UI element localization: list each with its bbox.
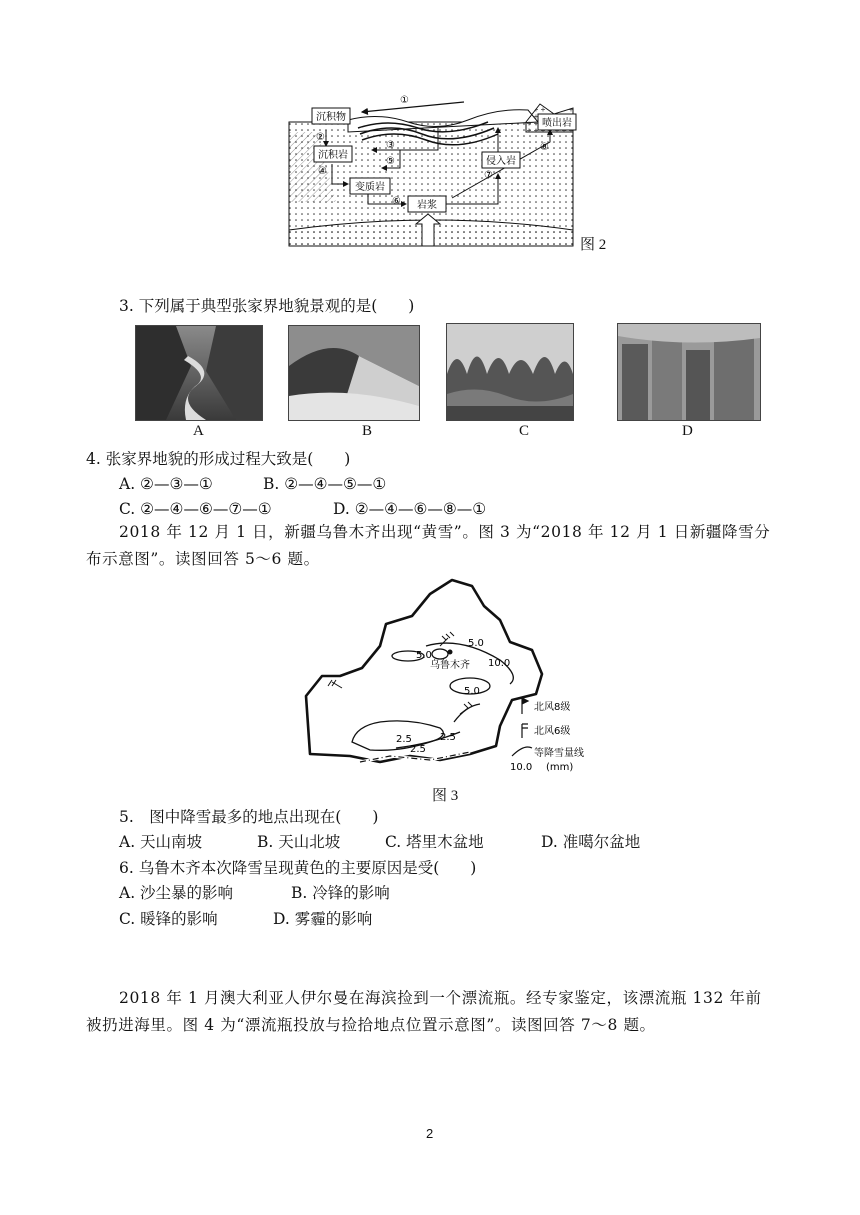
arrow-2: ② bbox=[316, 132, 325, 143]
q6-option-d: D. 雾霾的影响 bbox=[273, 910, 373, 928]
contour-label-5: 2.5 bbox=[396, 734, 412, 745]
map-legend bbox=[510, 698, 584, 772]
intro-5-6-line2: 布示意图”。读图回答 5～6 题。 bbox=[86, 550, 320, 568]
figure-2-caption: 图 2 bbox=[580, 237, 607, 253]
legend-unit: (mm) bbox=[546, 762, 574, 772]
contour-label-6: 2.5 bbox=[440, 732, 456, 743]
photo-c-karst bbox=[446, 323, 574, 421]
intro-5-6 bbox=[86, 519, 786, 573]
intro-7-8-line2: 被扔进海里。图 4 为“漂流瓶投放与捡拾地点位置示意图”。读图回答 7～8 题。 bbox=[86, 1016, 656, 1034]
question-3: 3. 下列属于典型张家界地貌景观的是( ) bbox=[119, 297, 415, 315]
photo-label-d: D bbox=[682, 423, 693, 439]
photo-label-a: A bbox=[193, 423, 204, 439]
photo-d-sandstone-pillars bbox=[617, 323, 761, 421]
q4-option-c: C. ②—④—⑥—⑦—① bbox=[119, 500, 272, 518]
legend-sample-value: 10.0 bbox=[510, 762, 533, 772]
label-sediment bbox=[312, 108, 350, 124]
q5-option-a: A. 天山南坡 bbox=[119, 833, 203, 851]
svg-text:沉积岩: 沉积岩 bbox=[318, 150, 348, 161]
intro-7-8-line1: 2018 年 1 月澳大利亚人伊尔曼在海滨捡到一个漂流瓶。经专家鉴定，该漂流瓶 132 年前 bbox=[119, 989, 762, 1007]
question-5: 5. 图中降雪最多的地点出现在( ) bbox=[119, 808, 379, 826]
arrow-8: ⑧ bbox=[540, 142, 549, 153]
q4-option-a: A. ②—③—① bbox=[119, 475, 213, 493]
label-urumqi: 乌鲁木齐 bbox=[430, 660, 470, 671]
page-number: 2 bbox=[426, 1126, 434, 1141]
svg-text:侵入岩: 侵入岩 bbox=[486, 156, 516, 167]
q6-option-c: C. 暖锋的影响 bbox=[119, 910, 218, 928]
xinjiang-snowfall-map bbox=[300, 576, 600, 772]
arrow-1: ① bbox=[400, 95, 409, 106]
rock-cycle-diagram bbox=[288, 92, 580, 250]
photo-label-b: B bbox=[362, 423, 373, 439]
q5-option-b: B. 天山北坡 bbox=[257, 833, 341, 851]
q4-option-d: D. ②—④—⑥—⑧—① bbox=[333, 500, 487, 518]
arrow-3: ③ bbox=[386, 140, 395, 151]
label-metamorphic-rock bbox=[350, 178, 390, 194]
question-6: 6. 乌鲁木齐本次降雪呈现黄色的主要原因是受( ) bbox=[119, 859, 477, 877]
contour-label-2: 5.0 bbox=[416, 650, 432, 661]
q5-option-c: C. 塔里木盆地 bbox=[385, 833, 484, 851]
photo-a-gorge bbox=[135, 325, 263, 421]
arrow-4: ④ bbox=[318, 166, 327, 177]
svg-text:变质岩: 变质岩 bbox=[355, 182, 385, 193]
label-magma bbox=[408, 196, 446, 212]
photo-label-c: C bbox=[519, 423, 530, 439]
q5-option-d: D. 准噶尔盆地 bbox=[541, 833, 641, 851]
svg-text:喷出岩: 喷出岩 bbox=[542, 118, 572, 129]
contour-label-4: 5.0 bbox=[464, 686, 480, 697]
legend-north-wind-6: 北风6级 bbox=[534, 726, 571, 737]
q6-option-a: A. 沙尘暴的影响 bbox=[119, 884, 234, 902]
arrow-6: ⑥ bbox=[392, 196, 401, 207]
arrow-5: ⑤ bbox=[386, 156, 395, 167]
label-intrusive-rock bbox=[482, 152, 520, 168]
legend-isoline: 等降雪量线 bbox=[534, 748, 584, 759]
figure-3-caption: 图 3 bbox=[432, 788, 459, 804]
question-4: 4. 张家界地貌的形成过程大致是( ) bbox=[86, 450, 351, 468]
intro-5-6-line1: 2018 年 12 月 1 日，新疆乌鲁木齐出现“黄雪”。图 3 为“2018 年 12 月 1 日新疆降雪分 bbox=[119, 523, 771, 541]
svg-text:岩浆: 岩浆 bbox=[417, 200, 437, 211]
arrow-7: ⑦ bbox=[484, 170, 493, 181]
svg-text:沉积物: 沉积物 bbox=[316, 112, 346, 123]
legend-north-wind-8: 北风8级 bbox=[534, 702, 571, 713]
q4-option-b: B. ②—④—⑤—① bbox=[263, 475, 387, 493]
q6-option-b: B. 冷锋的影响 bbox=[291, 884, 390, 902]
figure-2 bbox=[288, 92, 580, 250]
contour-label-3: 10.0 bbox=[488, 658, 511, 669]
figure-3 bbox=[300, 576, 600, 772]
photo-b-desert bbox=[288, 325, 420, 421]
contour-label-1: 5.0 bbox=[468, 638, 484, 649]
intro-7-8 bbox=[86, 985, 786, 1039]
label-extrusive-rock bbox=[538, 114, 576, 130]
contour-label-7: 2.5 bbox=[410, 744, 426, 755]
label-sedimentary-rock bbox=[314, 146, 352, 162]
